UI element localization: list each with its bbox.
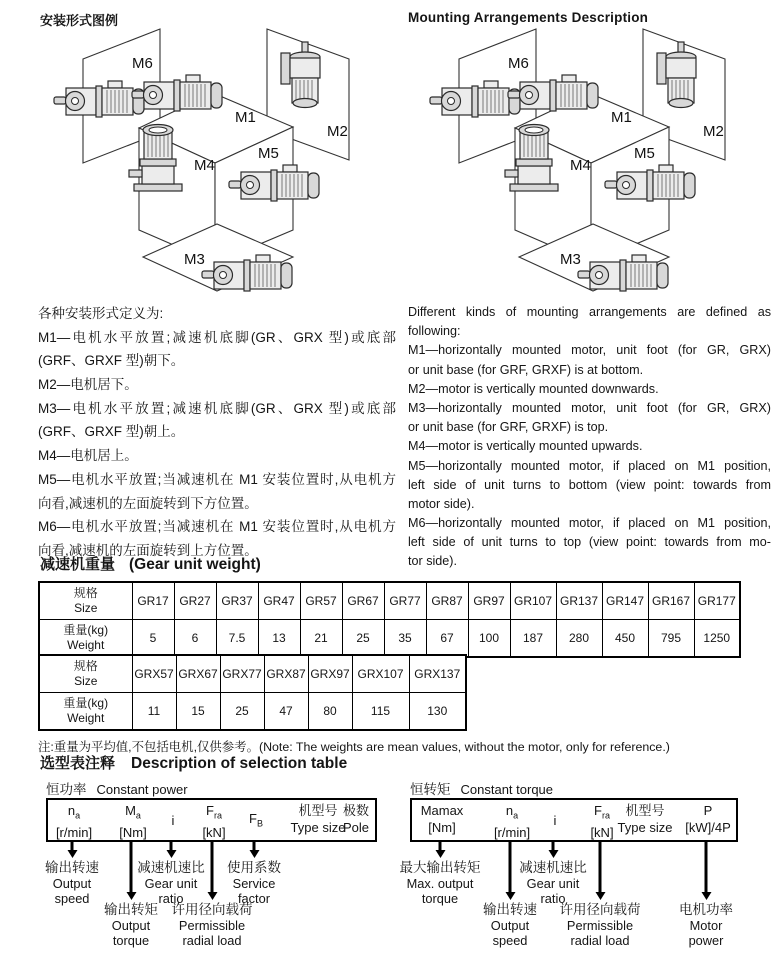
size-cell: GRX67 xyxy=(176,655,220,693)
text-line: 向看,减速机的左面旋转到上方位置。 xyxy=(38,542,258,558)
callout-line: 输出转速 xyxy=(483,902,537,917)
callout-line: Service xyxy=(232,875,276,891)
size-cell: GRX97 xyxy=(308,655,352,693)
down-arrow-icon xyxy=(552,842,555,850)
size-cell: GRX137 xyxy=(409,655,466,693)
callout-line: Motor xyxy=(689,917,723,933)
column-symbol: i xyxy=(553,812,557,828)
text-line: M3—电机水平放置;减速机底脚(GR、GRX 型)或底部 xyxy=(38,400,396,416)
gear-weight-table-grx xyxy=(38,654,467,731)
selection-column xyxy=(590,800,613,841)
size-cell: GR57 xyxy=(300,582,342,620)
callout-line: Gear unit xyxy=(526,875,580,891)
row-label-line: 重量(kg) xyxy=(63,696,109,710)
text-line: M1—电机水平放置;减速机底脚(GR、GRX 型)或底部 xyxy=(38,329,396,345)
weight-cell: 13 xyxy=(258,620,300,658)
weight-cell: 35 xyxy=(384,620,426,658)
row-label-line: Size xyxy=(74,674,98,688)
size-cell: GR97 xyxy=(468,582,510,620)
column-symbol: 极数 xyxy=(342,803,369,818)
page-title-en: Mounting Arrangements Description xyxy=(408,10,649,25)
size-cell: GRX57 xyxy=(132,655,176,693)
text-line: M2—motor is vertically mounted downwards. xyxy=(408,381,659,396)
callout-line: 使用系数 xyxy=(227,860,281,875)
column-symbol: i xyxy=(171,812,175,828)
weight-row xyxy=(39,620,740,658)
selection-diagram-constant-torque xyxy=(399,782,738,948)
selection-column xyxy=(685,800,731,836)
row-label-line: 规格 xyxy=(73,659,98,673)
column-symbol: $n_a$ xyxy=(67,803,81,821)
down-arrow-icon xyxy=(170,842,173,850)
size-cell: GR17 xyxy=(132,582,174,620)
text-line: M5—horizontally mounted motor, if placed on M1 position, xyxy=(408,458,771,473)
gear-weight-table-gr xyxy=(38,581,741,658)
definitions-english xyxy=(408,303,771,572)
selection-heading-en: Description of selection table xyxy=(131,755,348,772)
column-unit: [kN] xyxy=(202,824,226,840)
down-arrow-icon xyxy=(439,842,442,850)
caption-en: Constant power xyxy=(96,782,188,797)
weight-cell: 25 xyxy=(342,620,384,658)
column-unit: [r/min] xyxy=(55,824,93,840)
callout-line: Max. output xyxy=(406,875,474,891)
text-line: (GRF、GRXF 型)朝上。 xyxy=(38,424,185,440)
size-cell: GR37 xyxy=(216,582,258,620)
row-label-line: 重量(kg) xyxy=(63,623,109,637)
column-unit: Pole xyxy=(342,820,370,835)
callout-line: factor xyxy=(237,891,270,906)
text-line: motor side). xyxy=(408,496,475,511)
callout-line: speed xyxy=(492,933,528,948)
size-cell: GR167 xyxy=(648,582,694,620)
selection-column xyxy=(249,800,263,840)
column-symbol: Mamax xyxy=(420,803,464,818)
selection-column xyxy=(202,800,225,841)
selection-column xyxy=(119,800,146,841)
down-arrow-icon xyxy=(253,842,256,850)
weight-row xyxy=(39,693,466,731)
size-cell: GRX77 xyxy=(220,655,264,693)
text-line: tor side). xyxy=(408,554,457,569)
callout-line: Gear unit xyxy=(144,875,198,891)
size-cell: GR147 xyxy=(602,582,648,620)
weight-cell: 795 xyxy=(648,620,694,658)
weight-cell: 11 xyxy=(132,693,176,731)
text-line: or unit base (for GRF, GRXF) is top. xyxy=(408,420,609,435)
selection-diagrams xyxy=(0,775,779,953)
text-line: M6—电机水平放置;当减速机在 M1 安装位置时,从电机方 xyxy=(38,519,396,535)
selection-column xyxy=(618,800,673,836)
callout-line: ratio xyxy=(158,891,184,906)
column-unit: Type size xyxy=(290,820,346,835)
column-unit: [Nm] xyxy=(428,820,456,835)
text-line: M5—电机水平放置;当减速机在 M1 安装位置时,从电机方 xyxy=(38,471,396,487)
weight-cell: 115 xyxy=(352,693,409,731)
callout-line: Permissible xyxy=(178,917,246,933)
text-line: M4—电机居上。 xyxy=(38,448,138,464)
text-line: Different kinds of mounting arrangements are defined as xyxy=(408,305,771,319)
row-label-line: Size xyxy=(74,601,98,615)
weight-cell: 100 xyxy=(468,620,510,658)
weight-cell: 21 xyxy=(300,620,342,658)
selection-header-box xyxy=(46,798,377,842)
column-symbol: $n_a$ xyxy=(505,803,519,821)
selection-column xyxy=(554,800,557,840)
constant-power-caption xyxy=(46,778,188,798)
row-label-line: Weight xyxy=(67,638,105,652)
column-symbol: $F_{ra}$ xyxy=(594,803,610,821)
callout-label xyxy=(194,860,314,907)
column-symbol: $F_B$ xyxy=(249,811,263,829)
size-cell: GRX107 xyxy=(352,655,409,693)
callout-line: 最大输出转矩 xyxy=(399,860,481,875)
callout-label xyxy=(380,860,500,907)
weight-cell: 25 xyxy=(220,693,264,731)
size-cell: GR107 xyxy=(510,582,556,620)
weight-cell: 1250 xyxy=(694,620,740,658)
callout-line: radial load xyxy=(570,933,630,948)
size-cell: GR47 xyxy=(258,582,300,620)
size-cell: GR87 xyxy=(426,582,468,620)
text-line: or unit base (for GRF, GRXF) is at bottom. xyxy=(408,362,644,377)
text-line: left side of unit turns to top (view point: towards from mo- xyxy=(408,535,771,550)
column-symbol: 机型号 xyxy=(625,803,665,818)
size-row xyxy=(39,655,466,693)
callout-line: Output xyxy=(490,917,530,933)
callout-line: speed xyxy=(54,891,90,906)
callout-line: 输出转速 xyxy=(45,860,99,875)
size-cell: GRX87 xyxy=(264,655,308,693)
selection-section-heading xyxy=(40,752,347,773)
weight-cell: 450 xyxy=(602,620,648,658)
selection-column xyxy=(494,800,530,841)
weight-cell: 280 xyxy=(556,620,602,658)
row-label xyxy=(39,620,132,658)
callout-line: 电机功率 xyxy=(679,902,733,917)
text-line: (GRF、GRXF 型)朝下。 xyxy=(38,353,185,369)
callout-line: 输出转矩 xyxy=(104,902,158,917)
weight-cell: 130 xyxy=(409,693,466,731)
column-unit: [Nm] xyxy=(119,824,147,840)
weight-heading-cn: 减速机重量 xyxy=(40,556,116,573)
row-label xyxy=(39,693,132,731)
caption-en: Constant torque xyxy=(460,782,554,797)
selection-column xyxy=(56,800,92,841)
text-line: 向看,减速机的左面旋转到下方位置。 xyxy=(38,495,258,511)
weight-cell: 187 xyxy=(510,620,556,658)
callout-line: Output xyxy=(111,917,151,933)
weight-cell: 5 xyxy=(132,620,174,658)
callout-line: power xyxy=(688,933,724,948)
text-line: M3—horizontally mounted motor, unit foot (for GR, GRX) xyxy=(408,400,771,415)
size-cell: GR67 xyxy=(342,582,384,620)
column-symbol: $M_a$ xyxy=(125,803,141,821)
text-line: 各种安装形式定义为: xyxy=(38,306,164,321)
weight-heading-en: (Gear unit weight) xyxy=(129,556,261,573)
mounting-diagram-right xyxy=(412,26,762,302)
caption-cn: 恒转矩 xyxy=(410,782,451,797)
weight-cell: 7.5 xyxy=(216,620,258,658)
callout-line: 减速机速比 xyxy=(519,860,587,875)
weight-cell: 6 xyxy=(174,620,216,658)
text-line: following: xyxy=(408,324,461,339)
weight-cell: 80 xyxy=(308,693,352,731)
weight-cell: 67 xyxy=(426,620,468,658)
selection-header-box xyxy=(410,798,738,842)
selection-diagram-constant-power xyxy=(45,782,377,948)
weight-cell: 15 xyxy=(176,693,220,731)
constant-torque-caption xyxy=(410,778,553,798)
column-symbol: 机型号 xyxy=(298,803,338,818)
selection-column xyxy=(421,800,464,836)
callout-line: 许用径向载荷 xyxy=(171,902,253,917)
down-arrow-icon xyxy=(71,842,74,850)
down-arrow-icon xyxy=(705,842,708,892)
selection-heading-cn: 选型表注释 xyxy=(40,755,116,772)
row-label xyxy=(39,582,132,620)
text-line: left side of unit turns to bottom (view point: towards from xyxy=(408,477,771,492)
selection-column xyxy=(343,800,369,836)
mounting-diagram-left xyxy=(36,26,386,302)
selection-column xyxy=(172,800,175,840)
callout-line: Permissible xyxy=(566,917,634,933)
column-unit: [kW]/4P xyxy=(685,820,731,835)
selection-column xyxy=(291,800,346,836)
column-unit: [kN] xyxy=(590,824,614,840)
callout-label xyxy=(152,902,272,949)
size-cell: GR27 xyxy=(174,582,216,620)
text-line: M6—horizontally mounted motor, if placed on M1 position, xyxy=(408,516,771,531)
text-line: M1—horizontally mounted motor, unit foot (for GR, GRX) xyxy=(408,343,771,358)
row-label xyxy=(39,655,132,693)
text-line: M4—motor is vertically mounted upwards. xyxy=(408,439,643,454)
callout-line: ratio xyxy=(540,891,566,906)
down-arrow-icon xyxy=(599,842,602,892)
size-cell: GR177 xyxy=(694,582,740,620)
scene-instance xyxy=(430,29,725,291)
size-row xyxy=(39,582,740,620)
weight-cell: 47 xyxy=(264,693,308,731)
column-symbol: $F_{ra}$ xyxy=(206,803,222,821)
text-line: M2—电机居下。 xyxy=(38,377,138,393)
callout-line: torque xyxy=(112,933,150,948)
callout-line: radial load xyxy=(182,933,242,948)
callout-line: Output xyxy=(52,875,92,891)
callout-line: torque xyxy=(421,891,459,906)
weight-section-heading xyxy=(40,553,261,574)
weight-note: 注:重量为平均值,不包括电机,仅供参考。(Note: The weights are mean values, without the motor, only for reference.) xyxy=(38,740,670,754)
column-unit: Type size xyxy=(617,820,673,835)
row-label-line: 规格 xyxy=(73,586,98,600)
callout-line: 许用径向载荷 xyxy=(559,902,641,917)
size-cell: GR77 xyxy=(384,582,426,620)
column-symbol: P xyxy=(703,803,713,818)
caption-cn: 恒功率 xyxy=(46,782,87,797)
page-title-cn: 安装形式图例 xyxy=(40,13,119,28)
column-unit: [r/min] xyxy=(493,824,531,840)
row-label-line: Weight xyxy=(67,711,105,725)
definitions-chinese xyxy=(38,302,396,563)
callout-label xyxy=(646,902,766,949)
callout-label xyxy=(540,902,660,949)
scene-instance xyxy=(54,29,349,291)
size-cell: GR137 xyxy=(556,582,602,620)
callout-line: 减速机速比 xyxy=(137,860,205,875)
